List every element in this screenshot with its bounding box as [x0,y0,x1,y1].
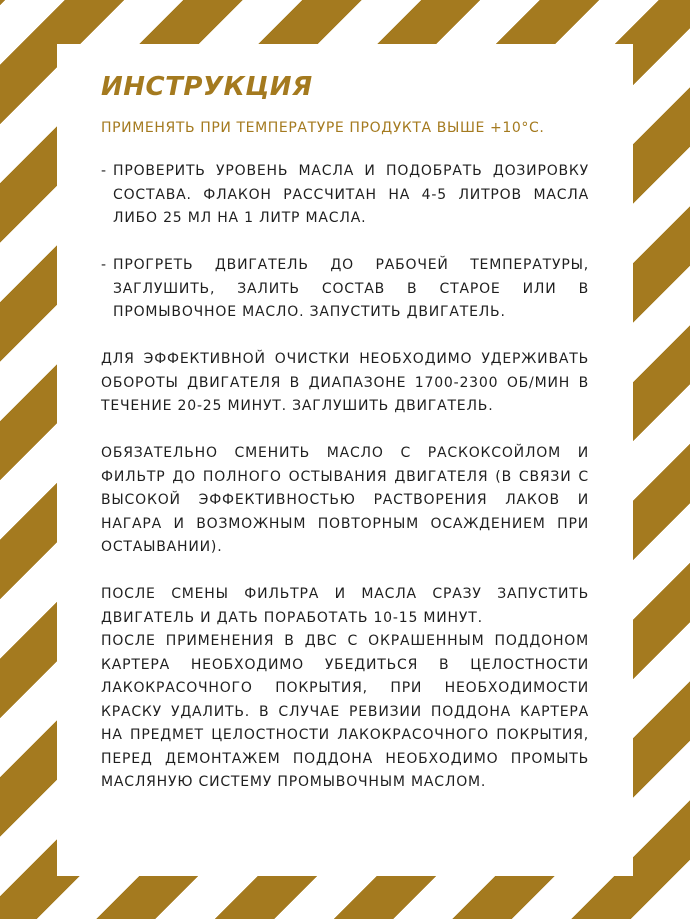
paragraph-oil-change: ОБЯЗАТЕЛЬНО СМЕНИТЬ МАСЛО С РАСКОКСОЙЛОМ И ФИЛЬТР ДО ПОЛНОГО ОСТЫВАНИЯ ДВИГАТЕЛЯ (В СВЯЗИ С ВЫСОКОЙ ЭФФЕКТИВНОСТЬЮ РАСТВОРЕНИЯ ЛАКОВ И НАГАРА И ВОЗМОЖНЫМ ПОВТОРНЫМ ОСАЖДЕНИЕМ ПРИ ОСТАЫВАНИИ). [101,445,589,555]
paragraph-rpm: ДЛЯ ЭФФЕКТИВНОЙ ОЧИСТКИ НЕОБХОДИМО УДЕРЖИВАТЬ ОБОРОТЫ ДВИГАТЕЛЯ В ДИАПАЗОНЕ 1700-2300 ОБ/МИН В ТЕЧЕНИЕ 20-25 МИНУТ. ЗАГЛУШИТЬ ДВИГАТЕЛЬ. [101,351,589,414]
bullet-item-warm-engine [101,254,589,325]
instruction-panel [57,44,633,876]
paragraph-oil-pan: ПОСЛЕ ПРИМЕНЕНИЯ В ДВС С ОКРАШЕННЫМ ПОДДОНОМ КАРТЕРА НЕОБХОДИМО УБЕДИТЬСЯ В ЦЕЛОСТНОСТИ ЛАКОКРАСОЧНОГО ПОКРЫТИЯ, ПРИ НЕОБХОДИМОСТИ КРАСКУ УДАЛИТЬ. В СЛУЧАЕ РЕВИЗИИ ПОДДОНА КАРТЕРА НА ПРЕДМЕТ ЦЕЛОСТНОСТИ ЛАКОКРАСОЧНОГО ПОКРЫТИЯ, ПЕРЕД ДЕМОНТАЖЕМ ПОДДОНА НЕОБХОДИМО ПРОМЫТЬ МАСЛЯНУЮ СИСТЕМУ ПРОМЫВОЧНЫМ МАСЛОМ. [101,633,589,790]
page-title: ИНСТРУКЦИЯ [101,72,313,102]
bullet-item-oil-level [101,160,589,231]
bullet-text: ПРОГРЕТЬ ДВИГАТЕЛЬ ДО РАБОЧЕЙ ТЕМПЕРАТУРЫ, ЗАГЛУШИТЬ, ЗАЛИТЬ СОСТАВ В СТАРОЕ ИЛИ В ПРОМЫВОЧНОЕ МАСЛО. ЗАПУСТИТЬ ДВИГАТЕЛЬ. [113,257,589,320]
bullet-dash: - [101,163,107,179]
paragraph-after-change: ПОСЛЕ СМЕНЫ ФИЛЬТРА И МАСЛА СРАЗУ ЗАПУСТИТЬ ДВИГАТЕЛЬ И ДАТЬ ПОРАБОТАТЬ 10-15 МИНУТ. [101,586,589,626]
bullet-text: ПРОВЕРИТЬ УРОВЕНЬ МАСЛА И ПОДОБРАТЬ ДОЗИРОВКУ СОСТАВА. ФЛАКОН РАССЧИТАН НА 4-5 ЛИТРОВ МАСЛА ЛИБО 25 МЛ НА 1 ЛИТР МАСЛА. [113,163,589,226]
bullet-dash: - [101,257,107,273]
instruction-content [101,72,589,795]
temperature-note: ПРИМЕНЯТЬ ПРИ ТЕМПЕРАТУРЕ ПРОДУКТА ВЫШЕ +10°С. [101,120,545,136]
